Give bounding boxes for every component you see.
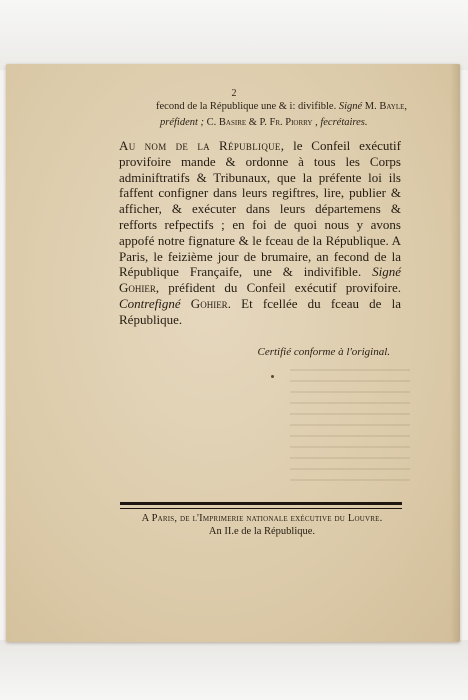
decree-text-3: . Et fcellée du fceau de la République.	[119, 295, 402, 327]
header-signatory: M. Bayle,	[364, 101, 408, 112]
certification-note: Certifié conforme à l'original.	[257, 346, 390, 358]
decree-body	[119, 138, 401, 328]
header-role-secretaries: fecrétaires.	[320, 117, 368, 128]
show-through-text	[290, 360, 410, 490]
decree-signatory-2: Gohier	[180, 295, 228, 311]
decree-text-1: le Confeil exécutif provifoire mande & ordonne à tous les Corps adminiftratifs & Tribunaux, que la préfente loi ils faffent configner dans leurs regiftres, lire, publier & afficher, & exécuter dans leurs départemens & refforts refpectifs ; en foi de quoi nous y avons appofé notre fignature & le fceau de la République. A Paris, le feizième jour de brumaire, an fecond de la République Françaife, une & indivifible.	[119, 138, 401, 280]
rule-thin	[120, 508, 402, 509]
decree-text-2: , préfident du Confeil exécutif provifoire.	[155, 280, 401, 296]
header-role-president: préfident ;	[160, 117, 205, 128]
header-secretaries: C. Basire & P. Fr. Piorry ,	[206, 117, 318, 128]
decree-lead: Au nom de la République,	[119, 138, 285, 153]
background-bottom	[0, 640, 468, 700]
header-line-1	[156, 99, 406, 114]
decree-contresigne: Contrefigné	[119, 295, 181, 311]
header-line-2	[160, 115, 410, 130]
header-text: fecond de la République une & i: divifible.	[156, 101, 337, 112]
decree-signe: Signé	[372, 264, 401, 280]
page-number: 2	[231, 88, 237, 99]
imprint-line-1: A Paris, de l'Imprimerie nationale exécutive du Louvre.	[141, 513, 383, 524]
background-top	[0, 0, 468, 70]
rule-thick	[120, 502, 402, 505]
ink-dot	[271, 375, 274, 378]
decree-signatory-1: Gohier	[119, 280, 156, 296]
imprint-line-2: An II.e de la République.	[208, 526, 316, 537]
imprint	[112, 512, 412, 538]
header-signe: Signé	[338, 101, 363, 112]
